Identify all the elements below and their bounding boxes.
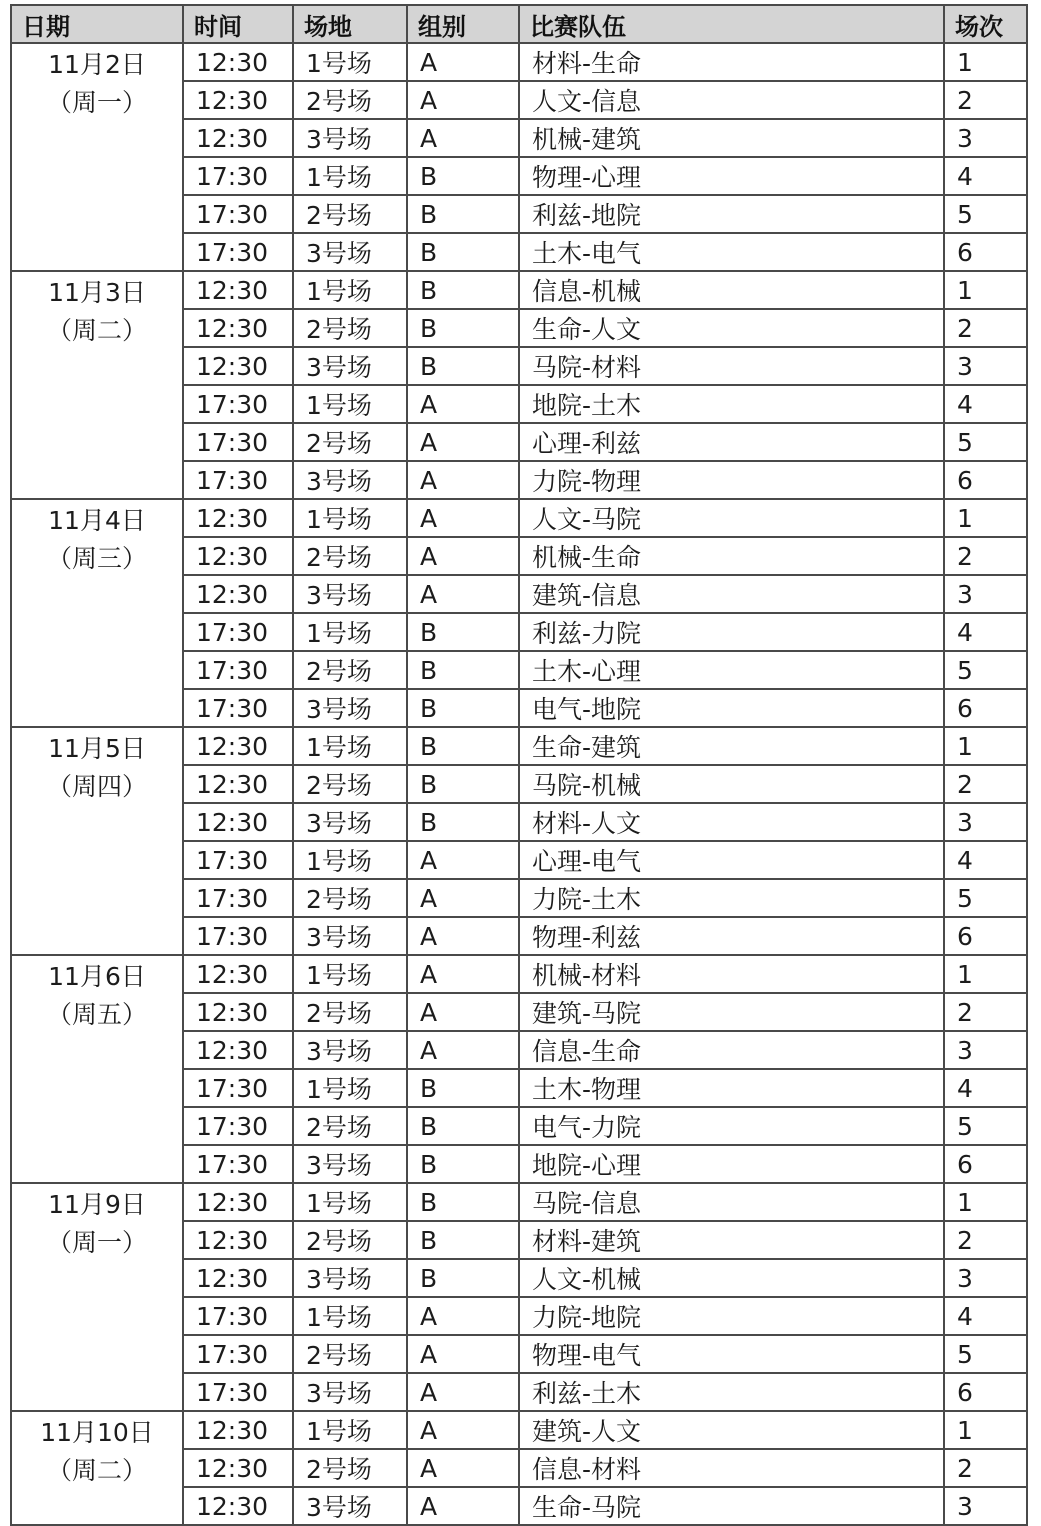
match-time: 17:30 (183, 233, 293, 271)
match-group: A (407, 993, 519, 1031)
match-game-number: 4 (944, 1069, 1027, 1107)
match-date: 11月5日 (48, 734, 146, 763)
match-group: A (407, 499, 519, 537)
match-venue: 3号场 (293, 461, 407, 499)
table-row (11, 1411, 1027, 1449)
match-venue: 3号场 (293, 917, 407, 955)
match-group: A (407, 1449, 519, 1487)
match-group: B (407, 727, 519, 765)
match-game-number: 1 (944, 1183, 1027, 1221)
match-time: 12:30 (183, 1031, 293, 1069)
table-row (11, 1183, 1027, 1221)
match-date: 11月4日 (48, 506, 146, 535)
table-row (11, 727, 1027, 765)
header-date: 日期 (11, 5, 183, 43)
date-cell (11, 1183, 183, 1411)
match-venue: 3号场 (293, 689, 407, 727)
match-group: A (407, 385, 519, 423)
match-game-number: 3 (944, 1259, 1027, 1297)
match-group: B (407, 271, 519, 309)
match-venue: 3号场 (293, 347, 407, 385)
header-row (11, 5, 1027, 43)
match-game-number: 1 (944, 727, 1027, 765)
match-time: 12:30 (183, 955, 293, 993)
match-game-number: 5 (944, 879, 1027, 917)
match-teams: 材料-建筑 (519, 1221, 944, 1259)
match-venue: 3号场 (293, 1259, 407, 1297)
match-teams: 建筑-马院 (519, 993, 944, 1031)
match-venue: 1号场 (293, 499, 407, 537)
match-group: A (407, 1335, 519, 1373)
match-time: 17:30 (183, 1373, 293, 1411)
match-teams: 马院-信息 (519, 1183, 944, 1221)
match-teams: 马院-材料 (519, 347, 944, 385)
match-venue: 1号场 (293, 385, 407, 423)
match-group: A (407, 575, 519, 613)
match-teams: 利兹-力院 (519, 613, 944, 651)
match-teams: 建筑-人文 (519, 1411, 944, 1449)
match-game-number: 3 (944, 1487, 1027, 1525)
table-row (11, 955, 1027, 993)
match-group: B (407, 1221, 519, 1259)
header-venue: 场地 (293, 5, 407, 43)
match-time: 12:30 (183, 81, 293, 119)
header-teams: 比赛队伍 (519, 5, 944, 43)
match-time: 17:30 (183, 1145, 293, 1183)
match-venue: 2号场 (293, 423, 407, 461)
match-weekday: （周三） (46, 544, 147, 573)
match-weekday: （周一） (46, 88, 147, 117)
match-venue: 3号场 (293, 1031, 407, 1069)
match-venue: 2号场 (293, 537, 407, 575)
match-date: 11月6日 (48, 962, 146, 991)
match-venue: 1号场 (293, 955, 407, 993)
match-teams: 地院-土木 (519, 385, 944, 423)
match-teams: 物理-电气 (519, 1335, 944, 1373)
match-game-number: 4 (944, 385, 1027, 423)
match-venue: 1号场 (293, 271, 407, 309)
match-group: A (407, 917, 519, 955)
date-cell (11, 43, 183, 271)
match-time: 12:30 (183, 727, 293, 765)
match-date: 11月9日 (48, 1190, 146, 1219)
match-teams: 物理-利兹 (519, 917, 944, 955)
match-group: A (407, 537, 519, 575)
match-group: A (407, 1373, 519, 1411)
header-time: 时间 (183, 5, 293, 43)
match-group: B (407, 1069, 519, 1107)
match-game-number: 1 (944, 271, 1027, 309)
match-time: 12:30 (183, 1221, 293, 1259)
match-time: 17:30 (183, 879, 293, 917)
match-game-number: 3 (944, 347, 1027, 385)
match-teams: 信息-生命 (519, 1031, 944, 1069)
match-game-number: 2 (944, 1449, 1027, 1487)
match-venue: 2号场 (293, 993, 407, 1031)
match-group: B (407, 1259, 519, 1297)
match-teams: 地院-心理 (519, 1145, 944, 1183)
match-venue: 3号场 (293, 233, 407, 271)
match-teams: 心理-利兹 (519, 423, 944, 461)
match-group: A (407, 43, 519, 81)
match-group: A (407, 955, 519, 993)
match-date: 11月2日 (48, 50, 146, 79)
match-venue: 2号场 (293, 1335, 407, 1373)
date-cell (11, 955, 183, 1183)
match-venue: 2号场 (293, 1107, 407, 1145)
match-time: 12:30 (183, 1259, 293, 1297)
match-group: B (407, 157, 519, 195)
match-weekday: （周一） (46, 1228, 147, 1257)
match-group: B (407, 689, 519, 727)
match-teams: 电气-地院 (519, 689, 944, 727)
match-time: 17:30 (183, 385, 293, 423)
match-group: A (407, 1031, 519, 1069)
match-game-number: 2 (944, 1221, 1027, 1259)
match-teams: 信息-材料 (519, 1449, 944, 1487)
match-time: 17:30 (183, 461, 293, 499)
match-teams: 生命-马院 (519, 1487, 944, 1525)
match-time: 17:30 (183, 195, 293, 233)
match-game-number: 6 (944, 461, 1027, 499)
match-group: B (407, 347, 519, 385)
match-time: 12:30 (183, 499, 293, 537)
match-teams: 力院-地院 (519, 1297, 944, 1335)
match-time: 12:30 (183, 765, 293, 803)
match-game-number: 2 (944, 537, 1027, 575)
header-group: 组别 (407, 5, 519, 43)
match-time: 12:30 (183, 1487, 293, 1525)
match-game-number: 5 (944, 195, 1027, 233)
match-game-number: 1 (944, 43, 1027, 81)
match-venue: 2号场 (293, 81, 407, 119)
match-venue: 1号场 (293, 613, 407, 651)
match-teams: 人文-马院 (519, 499, 944, 537)
match-venue: 2号场 (293, 879, 407, 917)
match-time: 12:30 (183, 1449, 293, 1487)
match-group: A (407, 1297, 519, 1335)
match-teams: 物理-心理 (519, 157, 944, 195)
match-game-number: 6 (944, 1145, 1027, 1183)
match-venue: 1号场 (293, 841, 407, 879)
schedule-table (10, 4, 1028, 1526)
match-game-number: 5 (944, 1107, 1027, 1145)
match-venue: 2号场 (293, 1449, 407, 1487)
match-game-number: 3 (944, 803, 1027, 841)
match-venue: 1号场 (293, 43, 407, 81)
match-teams: 土木-电气 (519, 233, 944, 271)
match-venue: 2号场 (293, 195, 407, 233)
match-teams: 机械-建筑 (519, 119, 944, 157)
match-venue: 2号场 (293, 651, 407, 689)
match-game-number: 2 (944, 765, 1027, 803)
match-group: B (407, 613, 519, 651)
match-time: 12:30 (183, 309, 293, 347)
match-venue: 2号场 (293, 765, 407, 803)
match-game-number: 3 (944, 575, 1027, 613)
match-group: B (407, 651, 519, 689)
match-time: 17:30 (183, 841, 293, 879)
match-teams: 建筑-信息 (519, 575, 944, 613)
match-venue: 1号场 (293, 1069, 407, 1107)
match-teams: 人文-机械 (519, 1259, 944, 1297)
match-group: A (407, 1487, 519, 1525)
match-group: A (407, 1411, 519, 1449)
match-teams: 利兹-土木 (519, 1373, 944, 1411)
match-time: 17:30 (183, 1107, 293, 1145)
match-group: B (407, 195, 519, 233)
match-time: 12:30 (183, 993, 293, 1031)
match-time: 12:30 (183, 347, 293, 385)
match-teams: 机械-材料 (519, 955, 944, 993)
match-time: 12:30 (183, 1183, 293, 1221)
match-time: 12:30 (183, 1411, 293, 1449)
match-teams: 电气-力院 (519, 1107, 944, 1145)
match-game-number: 3 (944, 119, 1027, 157)
match-game-number: 1 (944, 955, 1027, 993)
match-teams: 生命-建筑 (519, 727, 944, 765)
table-row (11, 499, 1027, 537)
match-venue: 1号场 (293, 157, 407, 195)
match-group: B (407, 1183, 519, 1221)
match-time: 12:30 (183, 43, 293, 81)
match-venue: 2号场 (293, 309, 407, 347)
match-group: B (407, 233, 519, 271)
match-time: 17:30 (183, 689, 293, 727)
match-game-number: 4 (944, 841, 1027, 879)
match-game-number: 2 (944, 81, 1027, 119)
match-game-number: 3 (944, 1031, 1027, 1069)
table-row (11, 271, 1027, 309)
match-venue: 3号场 (293, 1487, 407, 1525)
match-teams: 机械-生命 (519, 537, 944, 575)
match-group: B (407, 1145, 519, 1183)
match-game-number: 2 (944, 309, 1027, 347)
match-venue: 1号场 (293, 1297, 407, 1335)
match-teams: 材料-人文 (519, 803, 944, 841)
match-venue: 3号场 (293, 1373, 407, 1411)
match-game-number: 4 (944, 157, 1027, 195)
match-time: 12:30 (183, 537, 293, 575)
match-time: 17:30 (183, 1297, 293, 1335)
match-game-number: 5 (944, 423, 1027, 461)
match-group: B (407, 803, 519, 841)
match-group: B (407, 1107, 519, 1145)
header-game: 场次 (944, 5, 1027, 43)
match-game-number: 6 (944, 233, 1027, 271)
match-venue: 3号场 (293, 575, 407, 613)
match-time: 17:30 (183, 651, 293, 689)
match-venue: 3号场 (293, 1145, 407, 1183)
match-teams: 人文-信息 (519, 81, 944, 119)
match-date: 11月10日 (40, 1418, 154, 1447)
match-teams: 土木-心理 (519, 651, 944, 689)
match-time: 17:30 (183, 613, 293, 651)
match-weekday: （周四） (46, 772, 147, 801)
match-time: 17:30 (183, 1335, 293, 1373)
match-time: 12:30 (183, 575, 293, 613)
match-weekday: （周二） (46, 1456, 147, 1485)
match-time: 17:30 (183, 157, 293, 195)
match-venue: 1号场 (293, 1183, 407, 1221)
match-time: 17:30 (183, 917, 293, 955)
match-venue: 1号场 (293, 1411, 407, 1449)
match-group: A (407, 461, 519, 499)
match-time: 12:30 (183, 803, 293, 841)
match-group: A (407, 423, 519, 461)
match-time: 12:30 (183, 271, 293, 309)
match-game-number: 6 (944, 1373, 1027, 1411)
match-game-number: 5 (944, 1335, 1027, 1373)
match-group: B (407, 765, 519, 803)
match-game-number: 5 (944, 651, 1027, 689)
schedule-body (11, 43, 1027, 1525)
date-cell (11, 1411, 183, 1525)
match-teams: 信息-机械 (519, 271, 944, 309)
match-game-number: 1 (944, 1411, 1027, 1449)
match-teams: 马院-机械 (519, 765, 944, 803)
match-teams: 土木-物理 (519, 1069, 944, 1107)
match-game-number: 1 (944, 499, 1027, 537)
match-teams: 力院-物理 (519, 461, 944, 499)
match-date: 11月3日 (48, 278, 146, 307)
match-time: 12:30 (183, 119, 293, 157)
match-game-number: 4 (944, 1297, 1027, 1335)
match-teams: 力院-土木 (519, 879, 944, 917)
match-teams: 材料-生命 (519, 43, 944, 81)
match-game-number: 6 (944, 689, 1027, 727)
date-cell (11, 727, 183, 955)
match-venue: 3号场 (293, 803, 407, 841)
match-venue: 3号场 (293, 119, 407, 157)
match-group: A (407, 119, 519, 157)
match-game-number: 6 (944, 917, 1027, 955)
match-weekday: （周二） (46, 316, 147, 345)
match-game-number: 4 (944, 613, 1027, 651)
match-group: A (407, 81, 519, 119)
match-teams: 心理-电气 (519, 841, 944, 879)
match-venue: 2号场 (293, 1221, 407, 1259)
table-row (11, 43, 1027, 81)
match-weekday: （周五） (46, 1000, 147, 1029)
match-teams: 利兹-地院 (519, 195, 944, 233)
match-venue: 1号场 (293, 727, 407, 765)
match-game-number: 2 (944, 993, 1027, 1031)
match-group: A (407, 879, 519, 917)
match-group: A (407, 841, 519, 879)
date-cell (11, 499, 183, 727)
match-time: 17:30 (183, 423, 293, 461)
match-time: 17:30 (183, 1069, 293, 1107)
date-cell (11, 271, 183, 499)
match-group: B (407, 309, 519, 347)
match-teams: 生命-人文 (519, 309, 944, 347)
